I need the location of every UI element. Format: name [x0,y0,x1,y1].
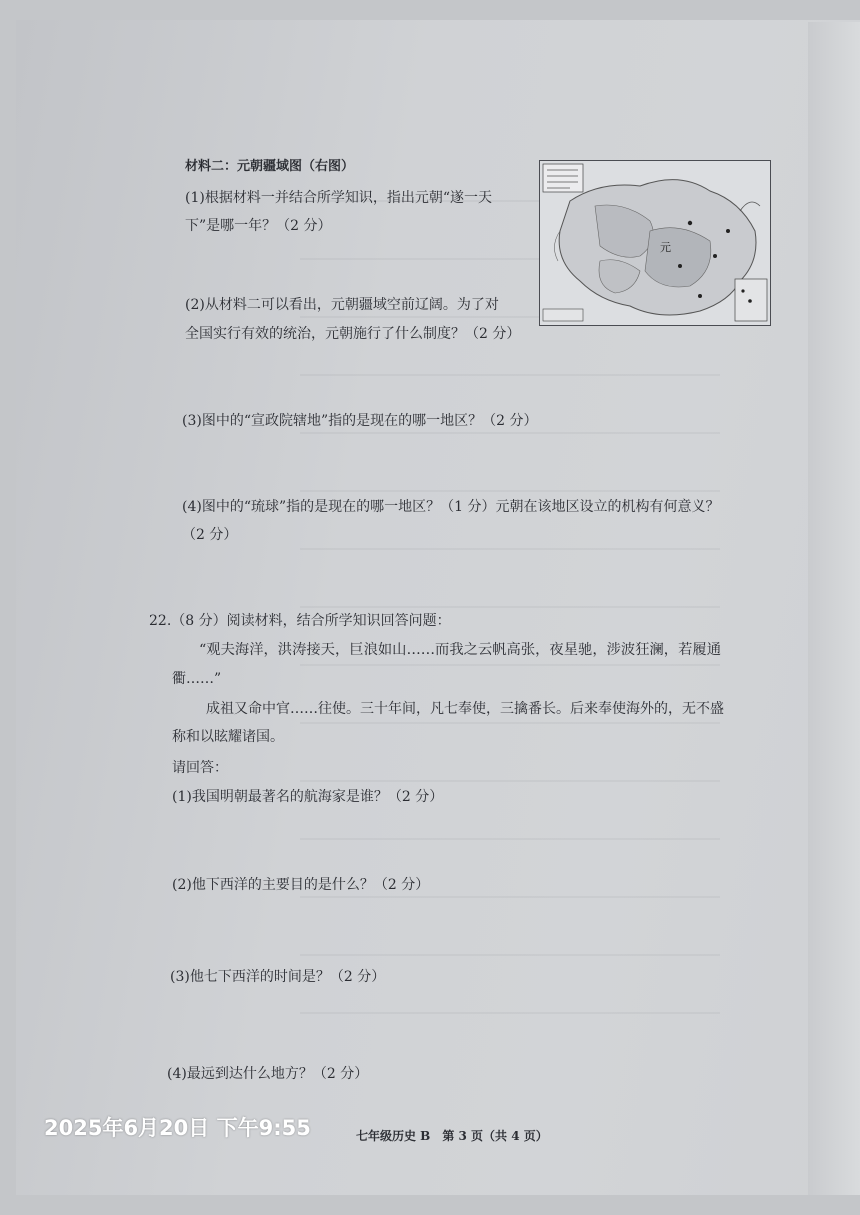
material2-q4-line1: (4)图中的“琉球”指的是现在的哪一地区？（1 分）元朝在该地区设立的机构有何意义？ [182,499,720,515]
q22-q3: (3)他七下西洋的时间是？（2 分） [170,969,386,985]
photo-timestamp: 2025年6月20日 下午9:55 [44,1116,311,1140]
material2-q1-line2: 下”是哪一年？（2 分） [185,218,332,234]
q22-prompt: 请回答： [172,760,228,776]
material2-q4-line2: （2 分） [182,527,238,543]
q22-quote-line1: “观夫海洋，洪涛接天，巨浪如山……而我之云帆高张，夜星驰，涉波狂澜，若履通 [199,642,721,658]
q22-q2: (2)他下西洋的主要目的是什么？（2 分） [172,877,430,893]
map-center-label: 元 [660,241,671,254]
material2-q2-line2: 全国实行有效的统治，元朝施行了什么制度？（2 分） [185,326,521,342]
page-footer: 七年级历史 B 第 3 页（共 4 页） [356,1129,548,1143]
material2-q3: (3)图中的“宣政院辖地”指的是现在的哪一地区？（2 分） [182,413,538,429]
material2-title: 材料二：元朝疆域图（右图） [185,159,355,174]
material2-q1-line1: (1)根据材料一并结合所学知识，指出元朝“遂一天 [185,190,492,206]
q22-q1: (1)我国明朝最著名的航海家是谁？（2 分） [172,789,444,805]
material2-q2-line1: (2)从材料二可以看出，元朝疆域空前辽阔。为了对 [185,297,499,313]
q22-q4: (4)最远到达什么地方？（2 分） [167,1066,369,1082]
q22-heading: 22.（8 分）阅读材料，结合所学知识回答问题： [149,613,451,629]
paper-edge [808,22,860,1195]
yuan-territory-map [539,160,771,326]
map-graphic [540,161,770,325]
q22-para-line2: 称和以眩耀诸国。 [172,729,284,745]
q22-quote-line2: 衢……” [172,671,222,687]
q22-para-line1: 成祖又命中官……往使。三十年间，凡七奉使，三擒番长。后来奉使海外的，无不盛 [206,701,724,717]
